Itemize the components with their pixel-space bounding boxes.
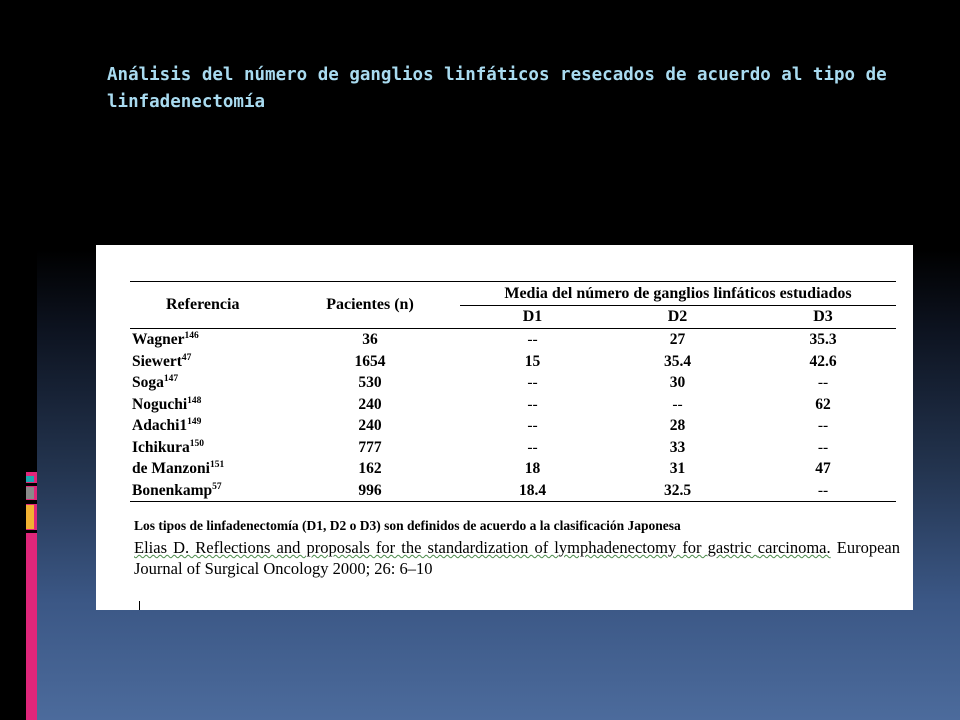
cell-reference: [130, 480, 280, 502]
reference-number: 150: [189, 438, 204, 449]
citation: [134, 537, 900, 579]
table-row: [130, 458, 896, 480]
cell-d2: 35.4: [663, 352, 692, 370]
cell-d3: 47: [815, 460, 831, 478]
table-row: [130, 480, 896, 502]
cell-d1: --: [527, 331, 538, 349]
cell-d2: 32.5: [605, 480, 750, 502]
header-pacientes: Pacientes (n): [280, 282, 460, 329]
cell-n: 996: [280, 480, 460, 502]
accent-bar-separator: [26, 483, 37, 486]
cell-d1: 18.4: [460, 480, 605, 502]
reference-name: Wagner: [132, 331, 185, 349]
slide-title: Análisis del número de ganglios linfáticos resecados de acuerdo al tipo de linfadenectomía: [107, 65, 887, 112]
cell-n: 36: [362, 331, 378, 349]
accent-bar-separator: [26, 500, 37, 504]
header-media-group: Media del número de ganglios linfáticos estudiados: [460, 282, 896, 306]
reference-name: Ichikura: [132, 438, 190, 456]
reference-name: de Manzoni: [132, 460, 210, 478]
lymph-node-table: [130, 281, 896, 502]
reference-name: Noguchi: [132, 395, 188, 413]
cell-d1: 18: [524, 460, 541, 478]
table-row: [130, 394, 896, 416]
accent-bar-grey: [26, 487, 34, 499]
reference-number: 151: [209, 460, 225, 471]
cell-d2: --: [672, 395, 683, 413]
cell-d2: 30: [669, 374, 686, 392]
cell-reference: [130, 372, 280, 394]
reference-number: 148: [187, 395, 202, 406]
cell-reference: [130, 351, 280, 373]
citation-text-1: Elias D. Reflections and proposals for the standardization of lymphadenectomy for gastric: [134, 538, 758, 557]
reference-number: 147: [163, 374, 179, 385]
reference-number: 149: [187, 417, 202, 428]
cell-n: 777: [358, 438, 382, 456]
cell-d2: 33: [669, 438, 686, 456]
header-referencia: Referencia: [130, 282, 280, 329]
cell-d3: --: [817, 438, 829, 456]
cell-n: 240: [358, 417, 382, 435]
classification-note: Los tipos de linfadenectomía (D1, D2 o D3) son definidos de acuerdo a la clasificación Japonesa: [134, 518, 681, 533]
header-d2: D2: [605, 306, 750, 329]
table-row: [130, 372, 896, 394]
cell-d3: 42.6: [809, 352, 837, 370]
cell-d1: --: [527, 395, 538, 413]
reference-name: Siewert: [132, 352, 182, 370]
header-d1: D1: [460, 306, 605, 329]
cell-n: 240: [358, 395, 382, 413]
cell-d1: 15: [524, 352, 541, 370]
cell-d1: --: [527, 438, 538, 456]
table-row: [130, 329, 896, 351]
cell-reference: [130, 437, 280, 459]
cell-d3: --: [750, 480, 896, 502]
cell-reference: [130, 458, 280, 480]
cell-reference: [130, 394, 280, 416]
cell-d3: --: [817, 374, 829, 392]
cell-d3: --: [817, 417, 829, 435]
cell-d1: --: [527, 374, 538, 392]
table-row: [130, 351, 896, 373]
table-row: [130, 437, 896, 459]
accent-bar-separator: [26, 530, 37, 533]
header-d3: D3: [750, 306, 896, 329]
cell-d2: 28: [669, 417, 686, 435]
reference-number: 146: [184, 331, 199, 342]
reference-name: Bonenkamp: [132, 481, 213, 499]
cell-reference: [130, 415, 280, 437]
cell-reference: [130, 329, 280, 351]
cell-n: 530: [358, 374, 382, 392]
cell-d2: 27: [669, 331, 686, 349]
citation-text-3: European Journal of Surgical Oncology 2000; 26: 6–10: [134, 538, 900, 578]
citation-text-2: carcinoma.: [757, 538, 831, 557]
table-image: [96, 245, 913, 610]
cell-d3: 35.3: [809, 331, 837, 349]
accent-bar-teal: [26, 476, 34, 482]
table-row: [130, 415, 896, 437]
text-cursor-mark: [139, 601, 140, 610]
reference-name: Soga: [132, 374, 164, 392]
accent-bar-gold: [26, 505, 34, 529]
cell-n: 1654: [354, 352, 386, 370]
reference-number: 57: [212, 481, 222, 492]
cell-d1: --: [527, 417, 538, 435]
cell-n: 162: [358, 460, 382, 478]
cell-d2: 31: [669, 460, 686, 478]
cell-d3: 62: [815, 395, 831, 413]
reference-name: Adachi1: [132, 417, 188, 435]
reference-number: 47: [181, 352, 192, 363]
